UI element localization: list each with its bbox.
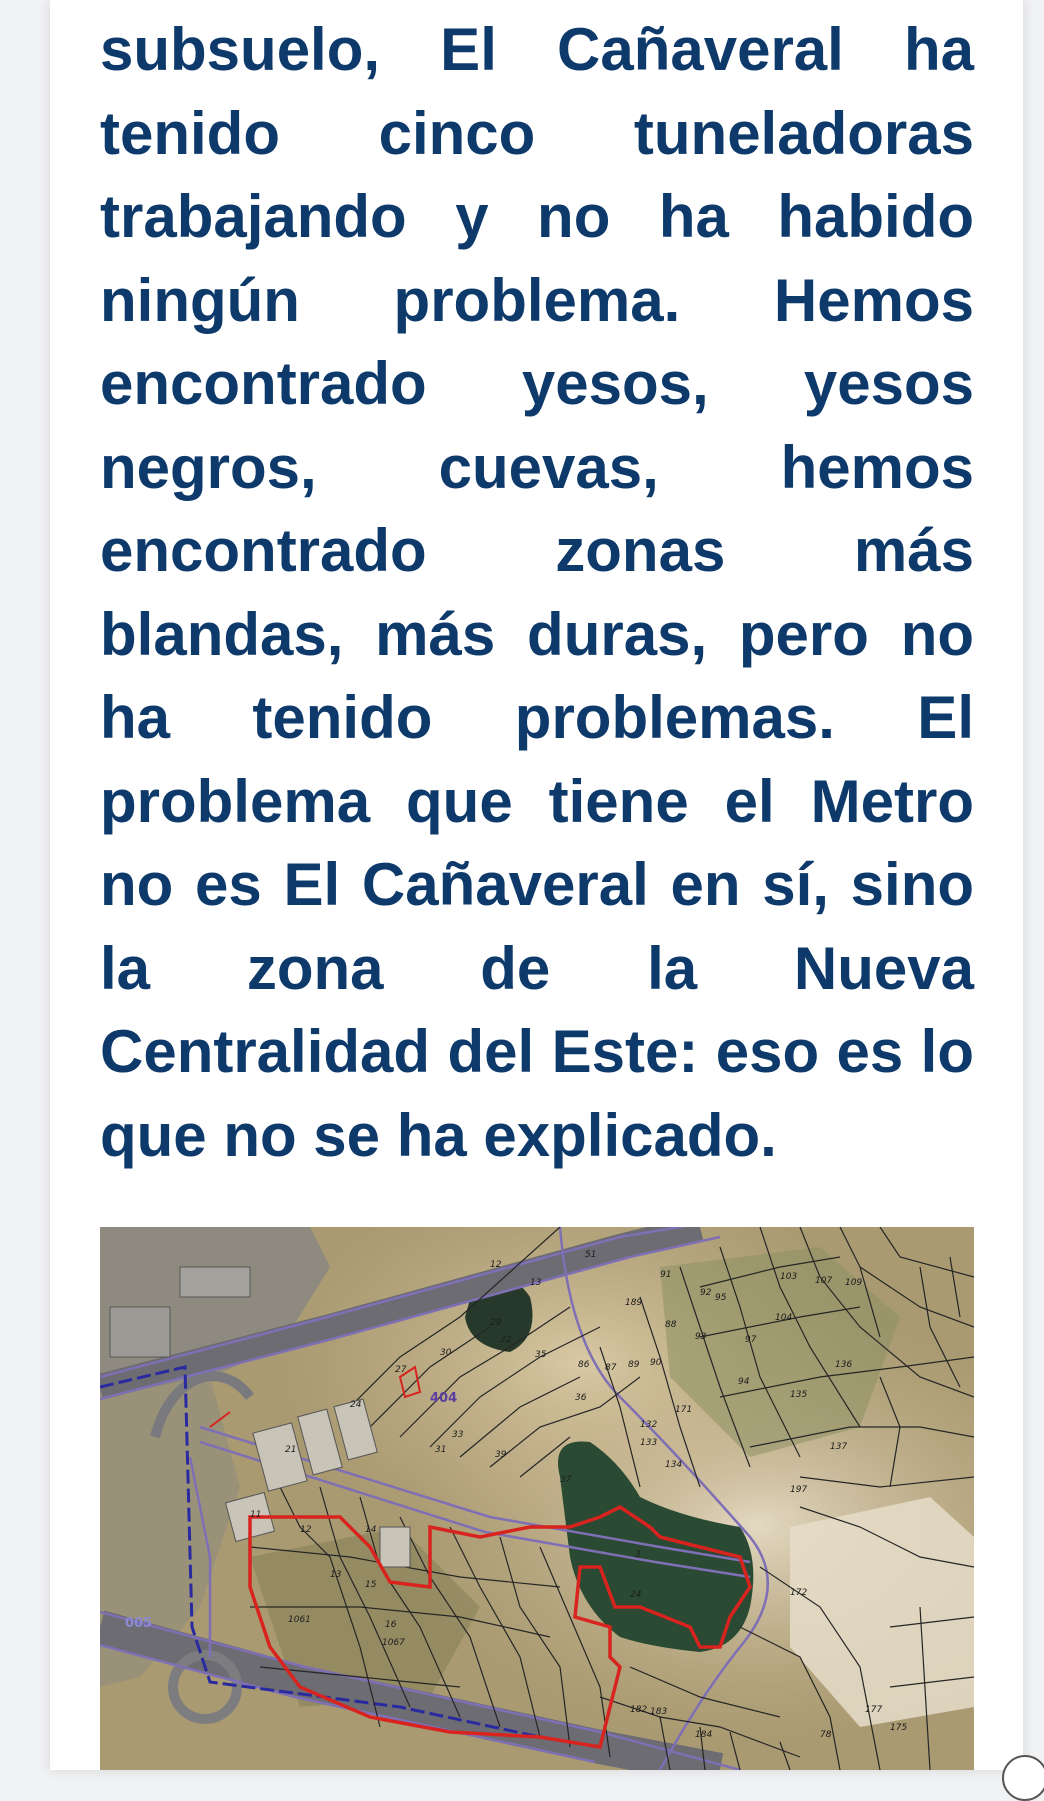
parcel-number-label: 189: [625, 1298, 643, 1308]
article-paragraph: subsuelo, El Cañaveral ha tenido cinco tuneladoras trabajando y no ha habido ningún problema. Hemos encontrado yesos, yesos negros, cuevas, hemos encontrado zonas más blandas, más duras, pero no ha tenido problemas. El problema que tiene el Metro no es El Cañaveral en sí, sino la zona de la Nueva Centralidad del Este: eso es lo que no se ha explicado.: [100, 16, 974, 1169]
map-overlay-label: 005: [125, 1616, 153, 1631]
parcel-number-label: 95: [715, 1293, 727, 1303]
parcel-number-label: 171: [675, 1405, 693, 1415]
parcel-number-label: 97: [745, 1335, 757, 1345]
parcel-number-label: 88: [665, 1320, 677, 1330]
parcel-number-label: 182: [630, 1705, 648, 1715]
parcel-number-label: 183: [650, 1707, 668, 1717]
parcel-number-label: 35: [535, 1350, 547, 1360]
aerial-cadastral-map[interactable]: [100, 1227, 974, 1770]
parcel-number-label: 31: [435, 1445, 447, 1455]
parcel-number-label: 37: [560, 1475, 572, 1485]
parcel-number-label: 21: [285, 1445, 297, 1455]
parcel-number-label: 175: [890, 1723, 908, 1733]
parcel-number-label: 94: [738, 1377, 750, 1387]
parcel-number-label: 1061: [288, 1615, 311, 1625]
parcel-number-label: 92: [700, 1288, 712, 1298]
parcel-number-label: 13: [530, 1278, 542, 1288]
parcel-number-label: 24: [630, 1590, 642, 1600]
parcel-number-label: 109: [845, 1278, 863, 1288]
parcel-number-label: 3: [635, 1550, 641, 1560]
parcel-number-label: 36: [575, 1393, 587, 1403]
parcel-number-label: 24: [350, 1400, 362, 1410]
parcel-number-label: 78: [820, 1730, 832, 1740]
parcel-number-label: 197: [790, 1485, 808, 1495]
parcel-number-label: 87: [605, 1363, 617, 1373]
parcel-number-label: 93: [695, 1332, 707, 1342]
parcel-number-label: 14: [365, 1525, 377, 1535]
parcel-number-label: 172: [790, 1588, 808, 1598]
parcel-number-label: 32: [500, 1335, 512, 1345]
parcel-number-label: 133: [640, 1438, 658, 1448]
parcel-number-label: 12: [300, 1525, 312, 1535]
parcel-number-label: 39: [495, 1450, 507, 1460]
parcel-number-label: 30: [440, 1348, 452, 1358]
parcel-number-label: 177: [865, 1705, 883, 1715]
parcel-number-label: 89: [628, 1360, 640, 1370]
parcel-number-label: 136: [835, 1360, 853, 1370]
parcel-number-label: 51: [585, 1250, 597, 1260]
parcel-number-label: 184: [695, 1730, 713, 1740]
parcel-number-label: 29: [490, 1318, 502, 1328]
parcel-number-label: 132: [640, 1420, 658, 1430]
map-graphic: [100, 1227, 974, 1770]
parcel-number-label: 27: [395, 1365, 407, 1375]
parcel-number-label: 135: [790, 1390, 808, 1400]
parcel-number-label: 137: [830, 1442, 848, 1452]
map-overlay-label: 404: [430, 1391, 458, 1406]
parcel-number-label: 13: [330, 1570, 342, 1580]
parcel-number-label: 107: [815, 1276, 833, 1286]
parcel-number-label: 90: [650, 1358, 662, 1368]
parcel-number-label: 11: [250, 1510, 262, 1520]
parcel-number-label: 15: [365, 1580, 377, 1590]
scroll-top-button[interactable]: [1002, 1755, 1044, 1801]
parcel-number-label: 33: [452, 1430, 464, 1440]
parcel-number-label: 12: [490, 1260, 502, 1270]
parcel-number-label: 91: [660, 1270, 672, 1280]
parcel-number-label: 134: [665, 1460, 683, 1470]
parcel-number-label: 1067: [382, 1638, 405, 1648]
parcel-number-label: 103: [780, 1272, 798, 1282]
parcel-number-label: 86: [578, 1360, 590, 1370]
parcel-number-label: 16: [385, 1620, 397, 1630]
parcel-number-label: 104: [775, 1313, 793, 1323]
